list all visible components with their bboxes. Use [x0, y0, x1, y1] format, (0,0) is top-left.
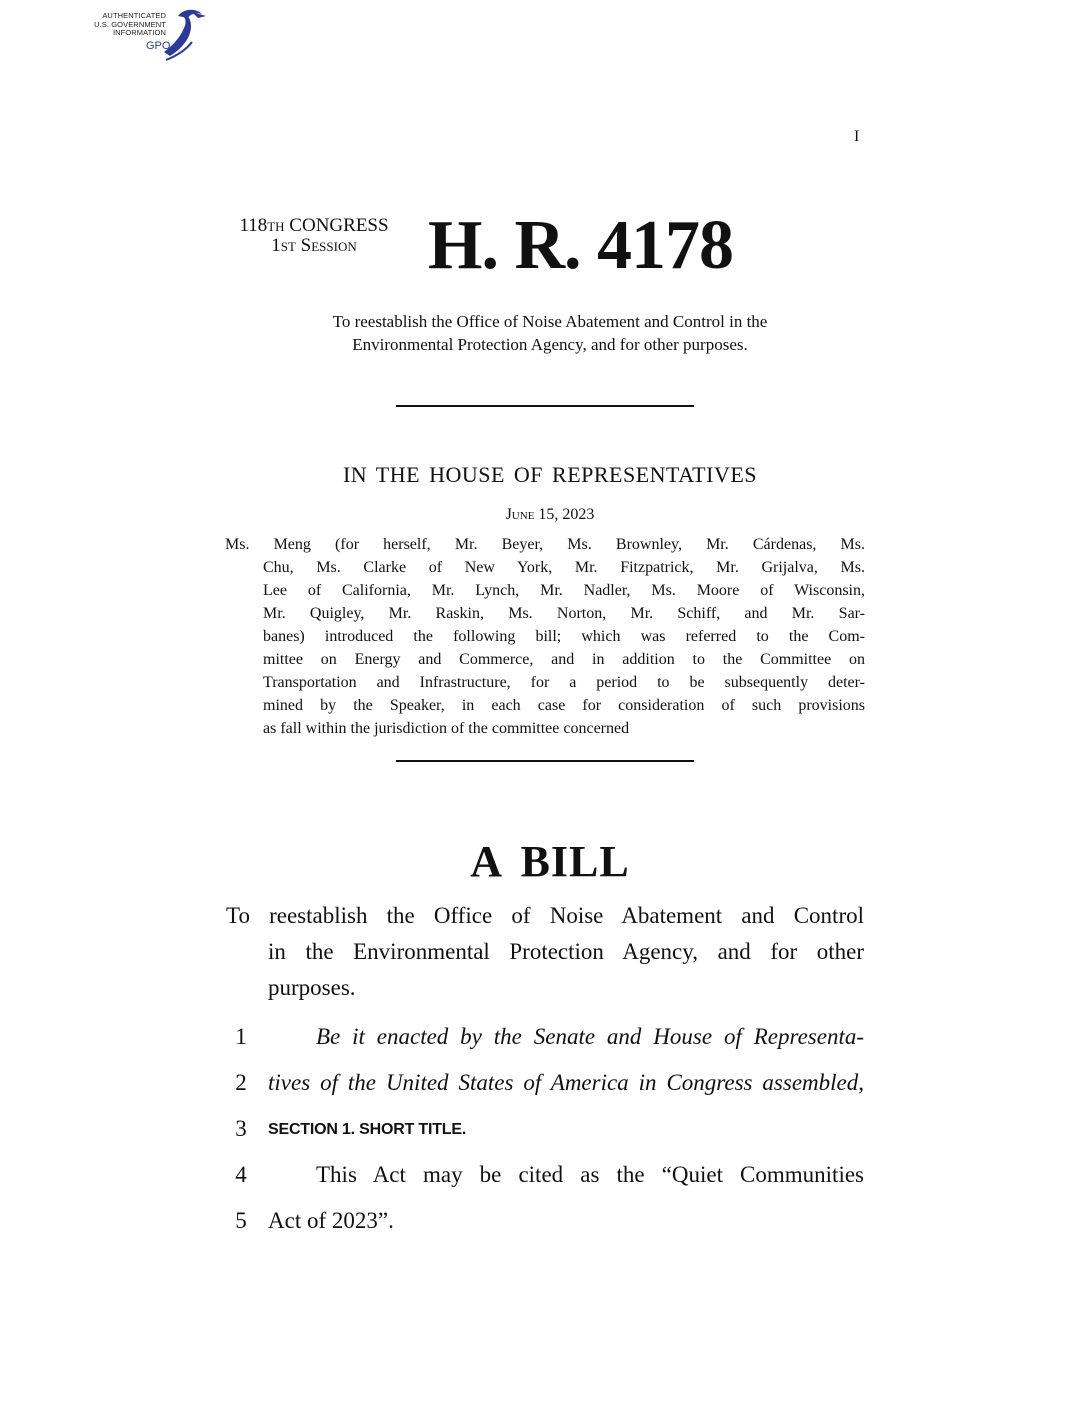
- bill-line: [226, 1024, 866, 1054]
- section-text: Act of 2023”.: [268, 1208, 394, 1233]
- line-number: 5: [235, 1208, 247, 1233]
- sponsors-line: Transportation and Infrastructure, for a period to be subsequently deter-: [263, 674, 865, 691]
- sponsors-line: Ms. Meng (for herself, Mr. Beyer, Ms. Brownley, Mr. Cárdenas, Ms.: [225, 536, 865, 553]
- sponsors-line: Mr. Quigley, Mr. Raskin, Ms. Norton, Mr. Schiff, and Mr. Sar-: [263, 605, 865, 622]
- short-purpose: [220, 310, 880, 356]
- long-purpose-line: in the Environmental Protection Agency, and for other: [268, 939, 864, 964]
- bill-line: [226, 1162, 866, 1192]
- divider: [396, 760, 694, 762]
- logo-text: [88, 12, 166, 38]
- bill-line: [226, 1208, 866, 1238]
- short-purpose-line: Environmental Protection Agency, and for other purposes.: [352, 335, 748, 354]
- sponsors-line: mittee on Energy and Commerce, and in addition to the Committee on: [263, 651, 865, 668]
- congress-label: 118th CONGRESS: [239, 215, 389, 236]
- chamber-heading: IN THE HOUSE OF REPRESENTATIVES: [342, 462, 757, 487]
- long-purpose-line: purposes.: [268, 975, 356, 1000]
- sponsors-line: as fall within the jurisdiction of the committee concerned: [263, 720, 630, 737]
- line-number: 3: [235, 1116, 247, 1141]
- logo-line: U.S. GOVERNMENT: [94, 19, 166, 29]
- bill-line: [226, 1070, 866, 1100]
- enacting-clause: tives of the United States of America in Congress assembled,: [268, 1070, 864, 1095]
- session-label: 1st Session: [271, 235, 357, 256]
- introduction-date: June 15, 2023: [505, 506, 595, 523]
- logo-abbr: GPO: [146, 40, 171, 52]
- eagle-icon: [162, 6, 208, 64]
- section-text: This Act may be cited as the “Quiet Communities: [316, 1162, 864, 1187]
- short-purpose-line: To reestablish the Office of Noise Abatement and Control in the: [332, 312, 768, 331]
- long-purpose: [226, 898, 864, 1006]
- logo-line: INFORMATION: [112, 28, 166, 37]
- enacting-clause: Be it enacted by the Senate and House of Representa-: [316, 1024, 864, 1049]
- bill-number: H. R. 4178: [428, 207, 733, 284]
- line-number: 1: [235, 1024, 247, 1049]
- sponsors-line: Lee of California, Mr. Lynch, Mr. Nadler, Ms. Moore of Wisconsin,: [263, 582, 865, 599]
- section-heading: SECTION 1. SHORT TITLE.: [268, 1121, 467, 1138]
- sponsors-paragraph: [225, 533, 865, 740]
- long-purpose-line: To reestablish the Office of Noise Abatement and Control: [226, 903, 864, 928]
- congress-session: [222, 216, 406, 256]
- gpo-authenticated-logo: [88, 6, 208, 66]
- logo-line: AUTHENTICATED: [102, 11, 166, 20]
- line-number: 2: [235, 1070, 247, 1095]
- document-title: A BILL: [470, 837, 630, 886]
- bill-line: [226, 1116, 866, 1146]
- line-number: 4: [235, 1162, 247, 1187]
- divider: [396, 405, 694, 407]
- sponsors-line: Chu, Ms. Clarke of New York, Mr. Fitzpatrick, Mr. Grijalva, Ms.: [263, 559, 865, 576]
- sponsors-line: banes) introduced the following bill; which was referred to the Com-: [263, 628, 865, 645]
- sponsors-line: mined by the Speaker, in each case for consideration of such provisions: [263, 697, 865, 714]
- page-marker: I: [854, 128, 860, 145]
